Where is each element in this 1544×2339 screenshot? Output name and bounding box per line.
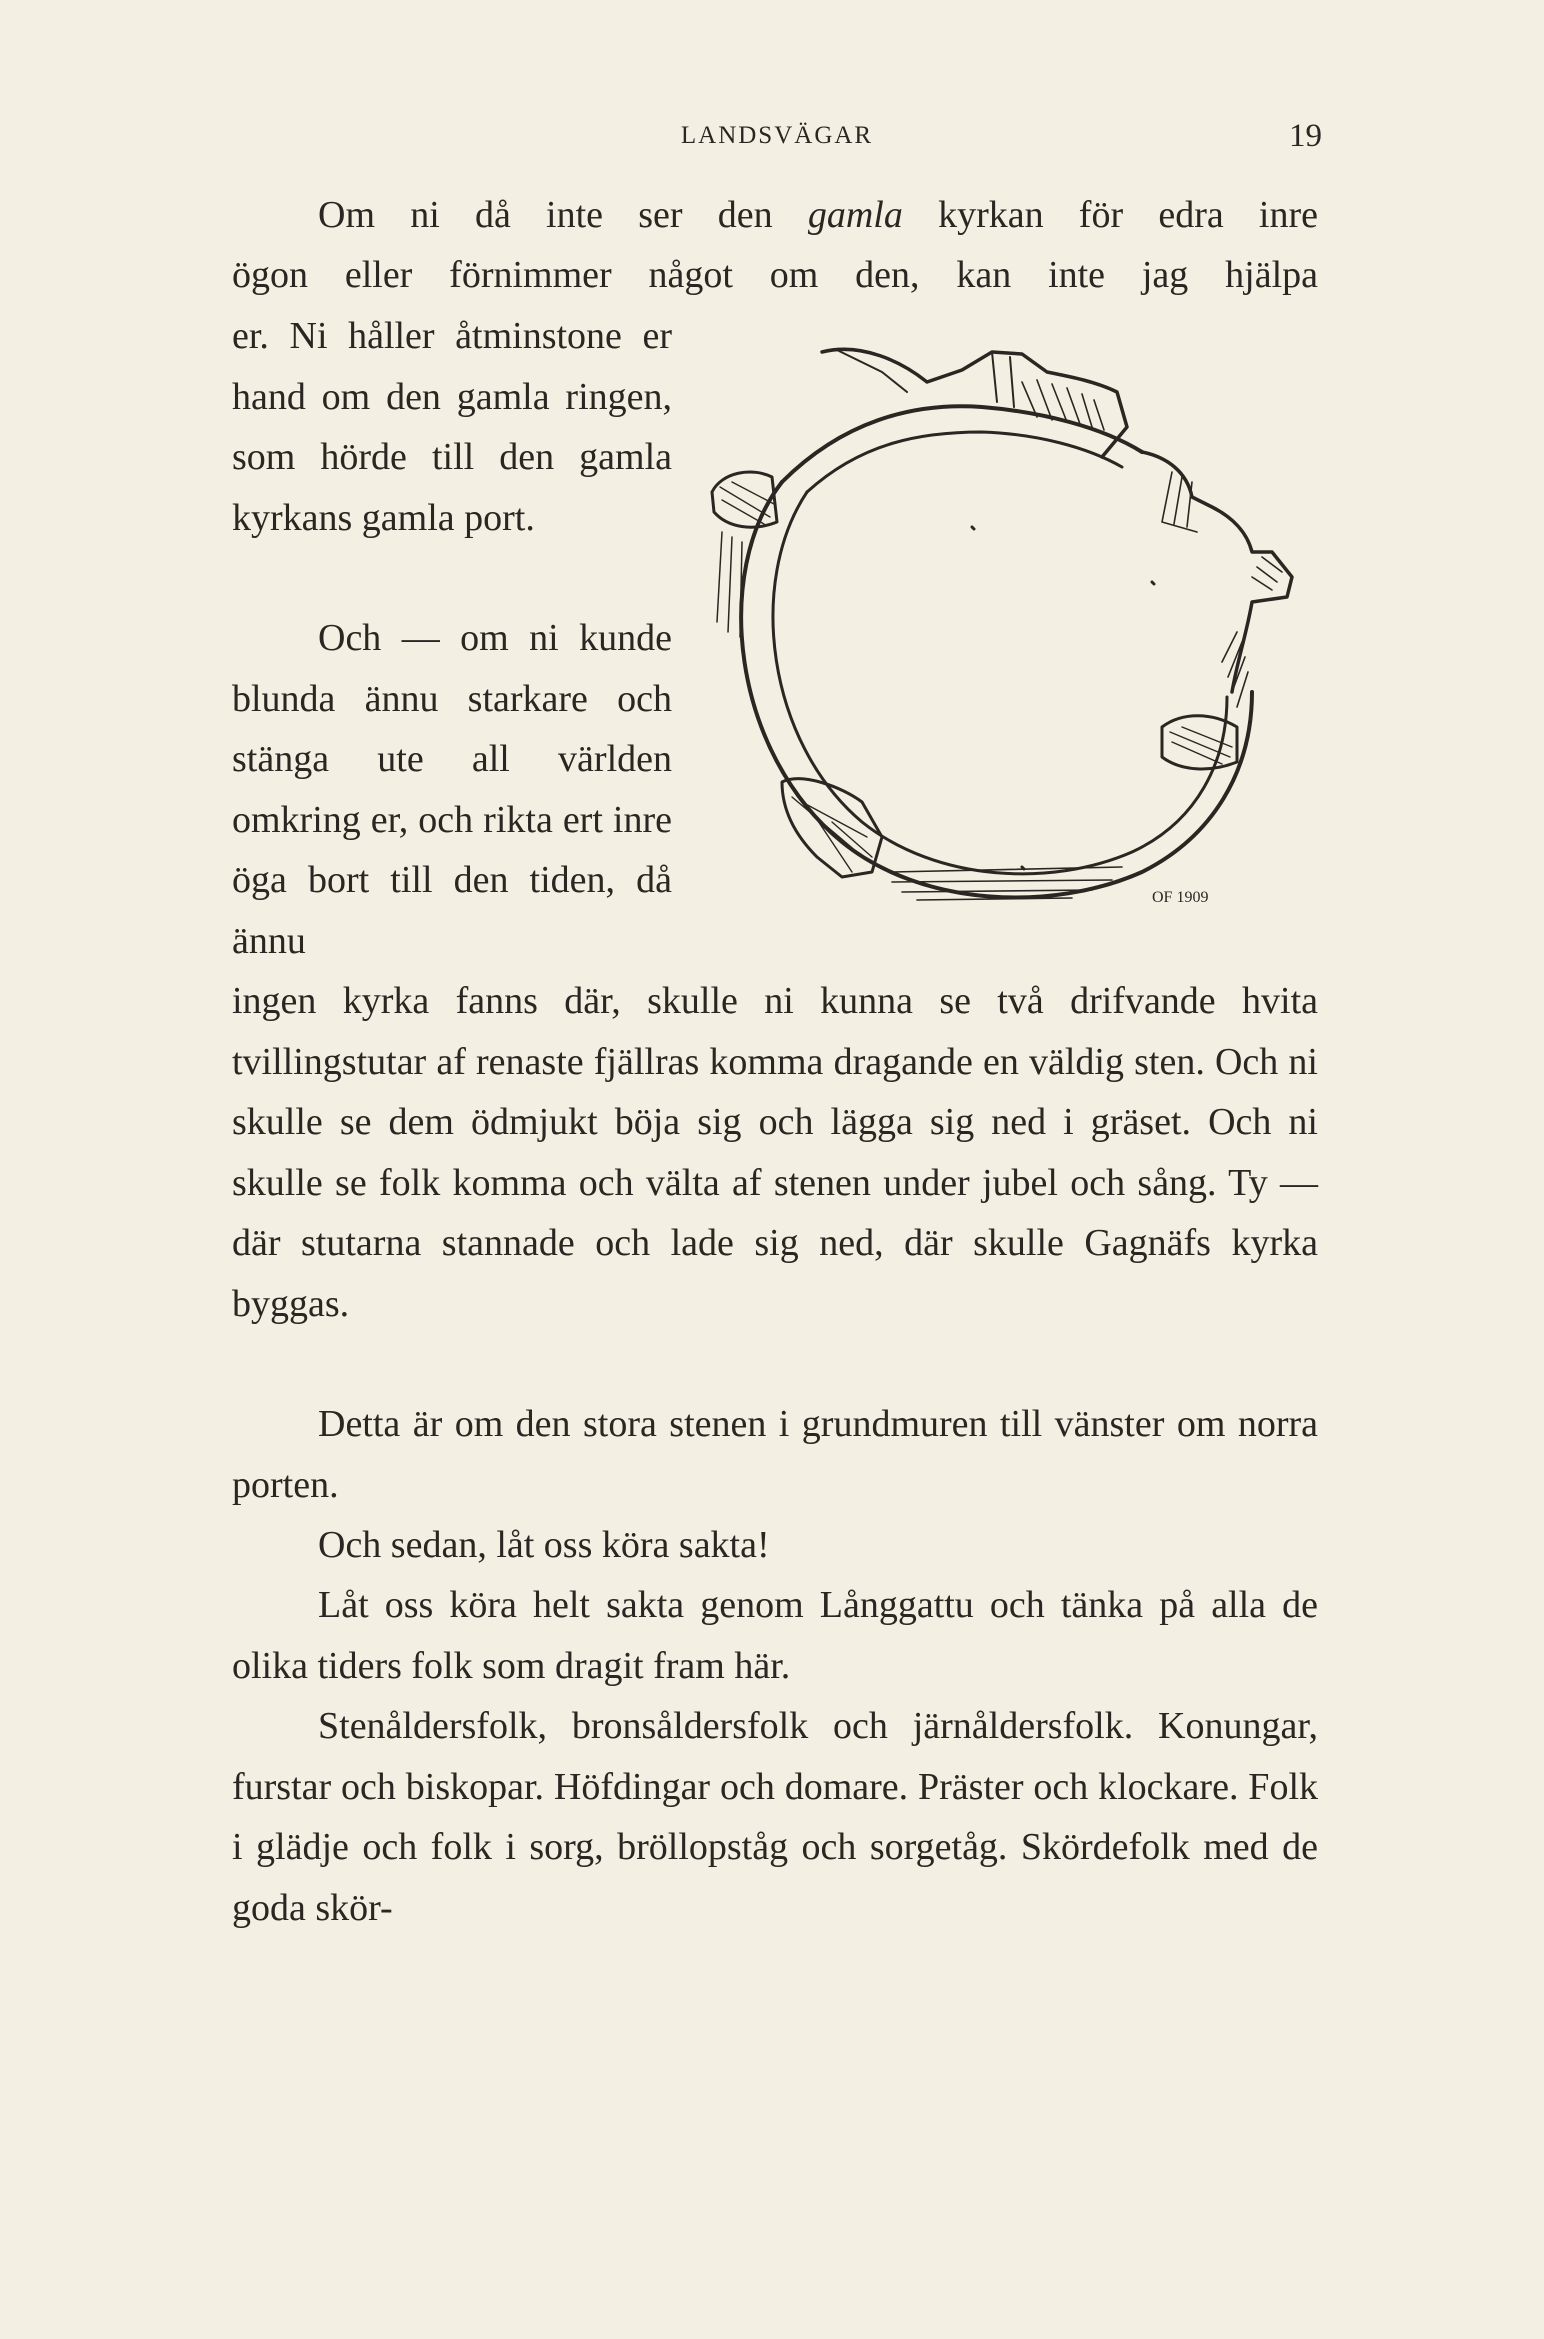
- paragraph-1-line-1: Om ni då inte ser den gamla kyrkan för edra inre: [318, 194, 1318, 236]
- paragraph-2-wrapped: Och — om ni kunde blunda ännu starkare och stänga ute all världen omkring er, och rikta ert inre öga bort till den tiden, då ännu: [232, 617, 672, 962]
- iron-ring-illustration: [692, 332, 1320, 938]
- page-number: 19: [1289, 118, 1322, 154]
- page-header: [232, 118, 1322, 158]
- running-head: LANDSVÄGAR: [680, 122, 874, 149]
- iron-ring-drawing: [692, 332, 1320, 938]
- paragraph-5: Låt oss köra helt sakta genom Långgattu och tänka på alla de olika tiders folk som dragit fram här.: [232, 1584, 1318, 1687]
- paragraph-3: Detta är om den stora stenen i grundmuren till vänster om norra porten.: [232, 1403, 1318, 1506]
- paragraph-2-full: ingen kyrka fanns där, skulle ni kunna se två drifvande hvita tvillingstutar af renaste fjällras komma dragande en väldig sten. Och ni skulle se dem ödmjukt böja sig och lägga sig ned i gräset. Och ni skulle se folk komma och välta af stenen under jubel och sång. Ty — där stutarna stannade och lade sig ned, där skulle Gagnäfs kyrka byggas.: [232, 980, 1318, 1325]
- paragraph-4: Och sedan, låt oss köra sakta!: [318, 1524, 770, 1566]
- paragraph-6: Stenåldersfolk, bronsåldersfolk och järnåldersfolk. Konungar, furstar och biskopar. Höfdingar och domare. Präster och klockare. Folk i glädje och folk i sorg, bröllopståg och sorgetåg. Skördefolk med de goda skör-: [232, 1705, 1318, 1929]
- artist-signature: OF 1909: [1152, 889, 1209, 906]
- italic-word: gamla: [807, 194, 903, 236]
- paragraph-1-wrapped: er. Ni håller åtminstone er hand om den gamla ringen, som hörde till den gamla kyrkans gamla port.: [232, 315, 672, 539]
- paragraph-1-line-2: ögon eller förnimmer något om den, kan inte jag hjälpa: [232, 254, 1318, 296]
